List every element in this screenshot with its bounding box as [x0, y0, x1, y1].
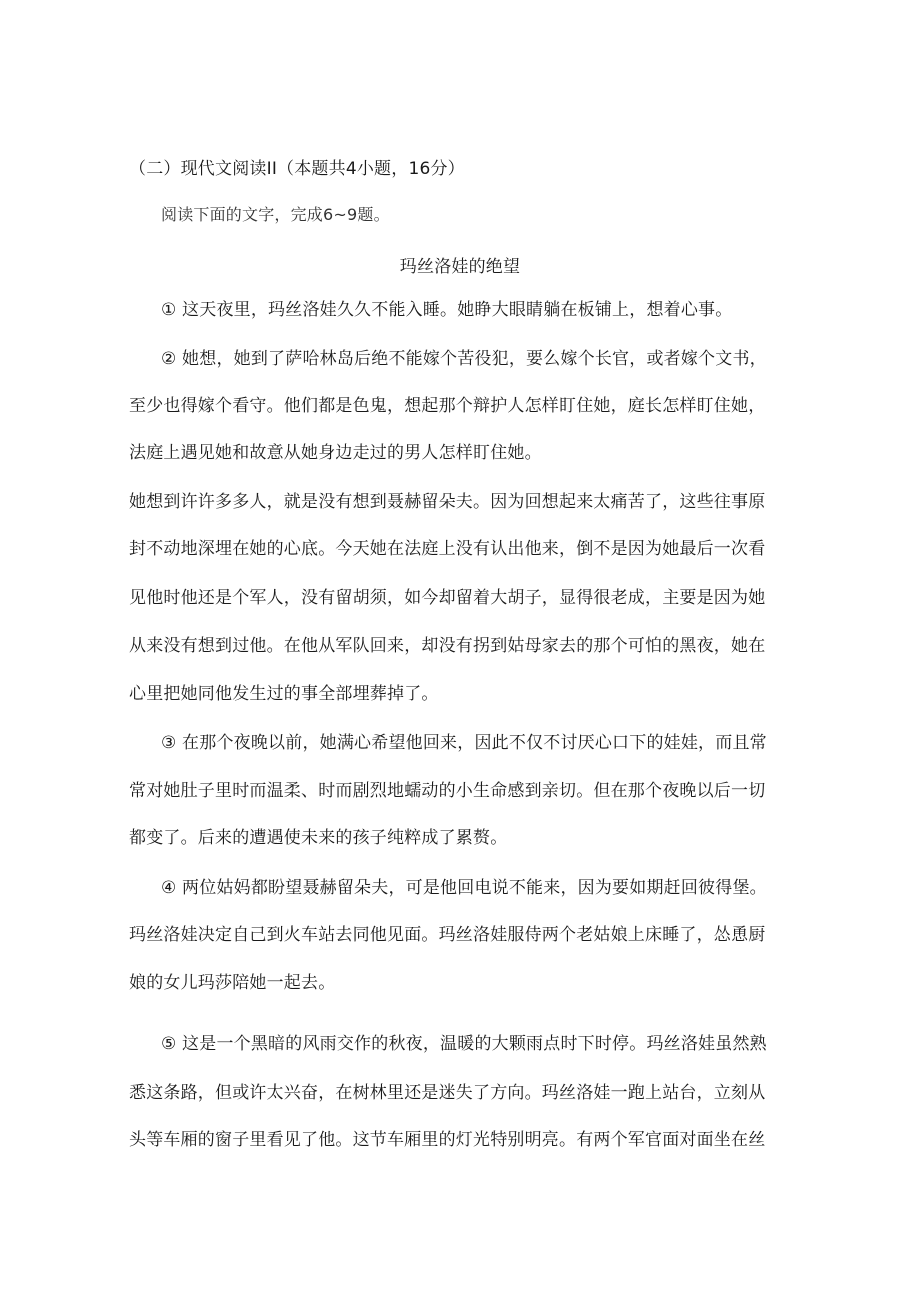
text-line: 娘的女儿玛莎陪她一起去。	[129, 973, 336, 993]
text-line: 法庭上遇见她和故意从她身边走过的男人怎样盯住她。	[129, 443, 542, 463]
section-heading: （二）现代文阅读II（本题共4小题，16分）	[129, 159, 465, 179]
text-line: ② 她想，她到了萨哈林岛后绝不能嫁个苦役犯，要么嫁个长官，或者嫁个文书，	[161, 349, 767, 369]
article-title: 玛丝洛娃的绝望	[399, 257, 521, 277]
text-line: 头等车厢的窗子里看见了他。这节车厢里的灯光特别明亮。有两个军官面对面坐在丝	[129, 1130, 766, 1150]
text-line: 从来没有想到过他。在他从军队回来，却没有拐到姑母家去的那个可怕的黑夜，她在	[129, 636, 766, 656]
text-line: ④ 两位姑妈都盼望聂赫留朵夫，可是他回电说不能来，因为要如期赶回彼得堡。	[161, 878, 767, 898]
text-line: 至少也得嫁个看守。他们都是色鬼，想起那个辩护人怎样盯住她，庭长怎样盯住她，	[129, 396, 766, 416]
text-line: 常对她肚子里时而温柔、时而剧烈地蠕动的小生命感到亲切。但在那个夜晚以后一切	[129, 781, 766, 801]
text-line: 她想到许许多多人，就是没有想到聂赫留朵夫。因为回想起来太痛苦了，这些往事原	[129, 492, 766, 512]
text-line: 见他时他还是个军人，没有留胡须，如今却留着大胡子，显得很老成，主要是因为她	[129, 588, 766, 608]
text-line: ① 这天夜里，玛丝洛娃久久不能入睡。她睁大眼睛躺在板铺上，想着心事。	[161, 300, 733, 320]
text-line: ⑤ 这是一个黑暗的风雨交作的秋夜，温暖的大颗雨点时下时停。玛丝洛娃虽然熟	[161, 1034, 767, 1054]
reading-instruction: 阅读下面的文字，完成6~9题。	[161, 205, 390, 224]
text-line: 心里把她同他发生过的事全部埋葬掉了。	[129, 684, 439, 704]
text-line: 玛丝洛娃决定自己到火车站去同他见面。玛丝洛娃服侍两个老姑娘上床睡了，怂恿厨	[129, 925, 766, 945]
text-line: 悉这条路，但或许太兴奋，在树林里还是迷失了方向。玛丝洛娃一跑上站台，立刻从	[129, 1083, 766, 1103]
text-line: ③ 在那个夜晚以前，她满心希望他回来，因此不仅不讨厌心口下的娃娃，而且常	[161, 733, 767, 753]
text-line: 封不动地深埋在她的心底。今天她在法庭上没有认出他来，倒不是因为她最后一次看	[129, 539, 766, 559]
text-line: 都变了。后来的遭遇使未来的孩子纯粹成了累赘。	[129, 828, 508, 848]
